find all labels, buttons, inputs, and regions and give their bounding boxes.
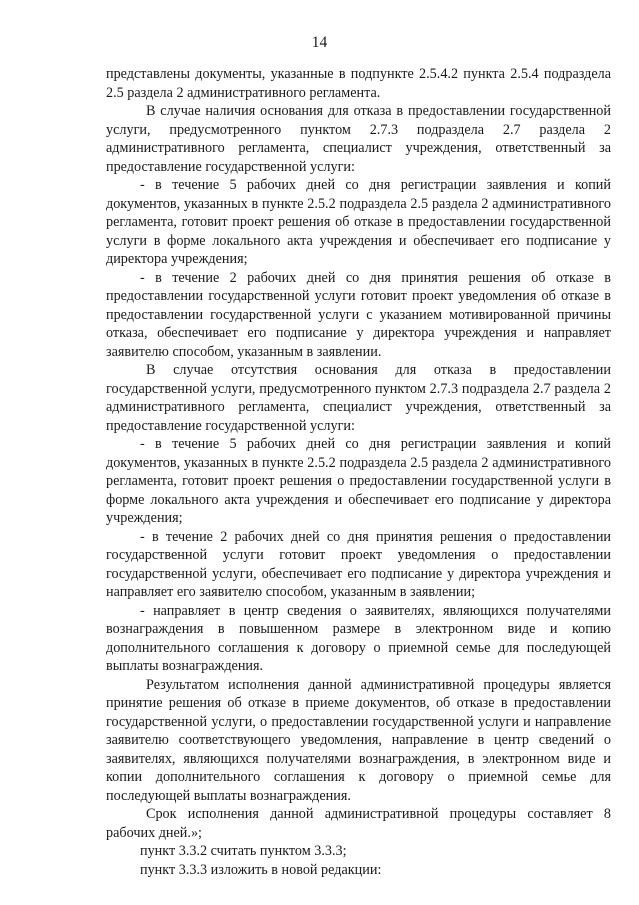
paragraph-new-wording-clause: пункт 3.3.3 изложить в новой редакции:	[140, 861, 382, 878]
list-item-send-to-center: - направляет в центр сведения о заявителях, являющихся получателями вознаграждения в повышенном размере в электронном виде и копию дополнительного соглашения к договору о приемной семье для последующей выплаты вознаграждения.	[106, 602, 611, 674]
paragraph-continuation: представлены документы, указанные в подпункте 2.5.4.2 пункта 2.5.4 подраздела 2.5 раздела 2 административного регламента.	[106, 66, 611, 101]
paragraph-procedure-result: Результатом исполнения данной административной процедуры является принятие решения об отказе в приеме документов, об отказе в предоставлении государственной услуги, о предоставлении государственной услуги и направление заявителю соответствующего уведомления, направление в центр сведений о заявителях, являющихся получателями вознаграждения, в электронном виде и копии дополнительного соглашения к договору о приемной семье для последующей выплаты вознаграждения.	[106, 676, 611, 804]
paragraph-refusal-grounds: В случае наличия основания для отказа в предоставлении государственной услуги, предусмотренного пунктом 2.7.3 подраздела 2.7 раздела 2 административного регламента, специалист учреждения, ответственный за предоставление государственной услуги:	[106, 103, 611, 175]
paragraph-procedure-term: Срок исполнения данной административной процедуры составляет 8 рабочих дней.»;	[106, 806, 611, 841]
list-item-refusal-notice: - в течение 2 рабочих дней со дня принятия решения об отказе в предоставлении государственной услуги готовит проект уведомления об отказе в предоставлении государственной услуги с указанием мотивированной причины отказа, обеспечивает его подписание у директора учреждения и направляет заявителю способом, указанным в заявлении.	[106, 269, 611, 360]
paragraph-no-refusal-grounds: В случае отсутствия основания для отказа в предоставлении государственной услуги, предусмотренного пунктом 2.7.3 подраздела 2.7 раздела 2 административного регламента, специалист учреждения, ответственный за предоставление государственной услуги:	[106, 362, 611, 434]
document-body	[106, 65, 611, 879]
list-item-grant-notice: - в течение 2 рабочих дней со дня принятия решения о предоставлении государственной услуги готовит проект уведомления о предоставлении государственной услуги, обеспечивает его подписание у директора учреждения и направляет его заявителю способом, указанным в заявлении;	[106, 528, 611, 600]
list-item-refusal-decision: - в течение 5 рабочих дней со дня регистрации заявления и копий документов, указанных в пункте 2.5.2 подраздела 2.5 раздела 2 административного регламента, готовит проект решения об отказе в предоставлении государственной услуги в форме локального акта учреждения и обеспечивает его подписание у директора учреждения;	[106, 177, 611, 267]
list-item-grant-decision: - в течение 5 рабочих дней со дня регистрации заявления и копий документов, указанных в пункте 2.5.2 подраздела 2.5 раздела 2 административного регламента, готовит проект решения о предоставлении государственной услуги в форме локального акта учреждения и обеспечивает его подписание у директора учреждения;	[106, 436, 611, 526]
page-number: 14	[311, 34, 328, 51]
paragraph-renumber-clause: пункт 3.3.2 считать пунктом 3.3.3;	[140, 843, 347, 859]
